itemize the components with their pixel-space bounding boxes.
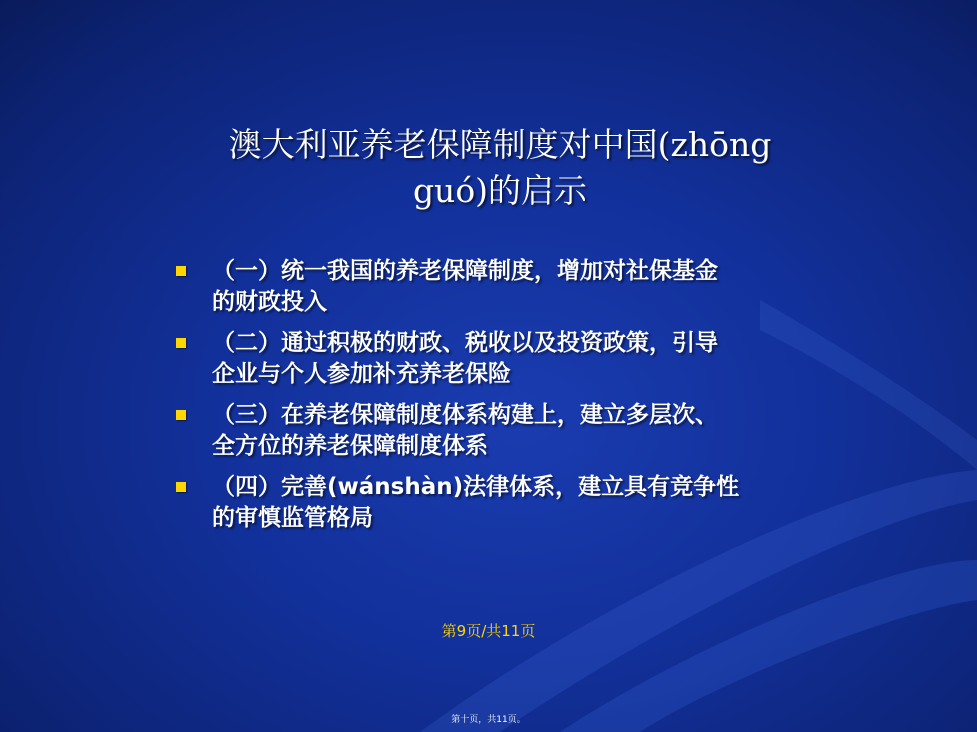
bullet-text-line-1: （四）完善(wánshàn)法律体系，建立具有竞争性 — [212, 474, 740, 500]
bullet-item-4 — [170, 472, 820, 534]
square-bullet-icon — [176, 266, 186, 276]
bullet-text-line-2: 的财政投入 — [212, 289, 327, 315]
bullet-item-1 — [170, 256, 820, 318]
page-footnote: 第十页，共11页。 — [451, 715, 526, 725]
bullet-text-line-2: 的审慎监管格局 — [212, 505, 373, 531]
bullet-text-line-1: （一）统一我国的养老保障制度，增加对社保基金 — [212, 258, 718, 284]
bullet-item-2 — [170, 328, 820, 390]
square-bullet-icon — [176, 410, 186, 420]
square-bullet-icon — [176, 338, 186, 348]
bullet-text-line-2: 全方位的养老保障制度体系 — [212, 433, 488, 459]
square-bullet-icon — [176, 482, 186, 492]
slide-title — [150, 122, 850, 214]
bullet-text-line-2: 企业与个人参加补充养老保险 — [212, 361, 511, 387]
bullet-text-line-1: （三）在养老保障制度体系构建上，建立多层次、 — [212, 402, 718, 428]
bullet-item-3 — [170, 400, 820, 462]
bullet-list — [170, 256, 820, 544]
page-number: 第9页/共11页 — [441, 622, 536, 640]
bullet-text-line-1: （二）通过积极的财政、税收以及投资政策，引导 — [212, 330, 718, 356]
title-line-2: guó)的启示 — [412, 171, 588, 210]
title-line-1: 澳大利亚养老保障制度对中国(zhōng — [228, 125, 772, 164]
